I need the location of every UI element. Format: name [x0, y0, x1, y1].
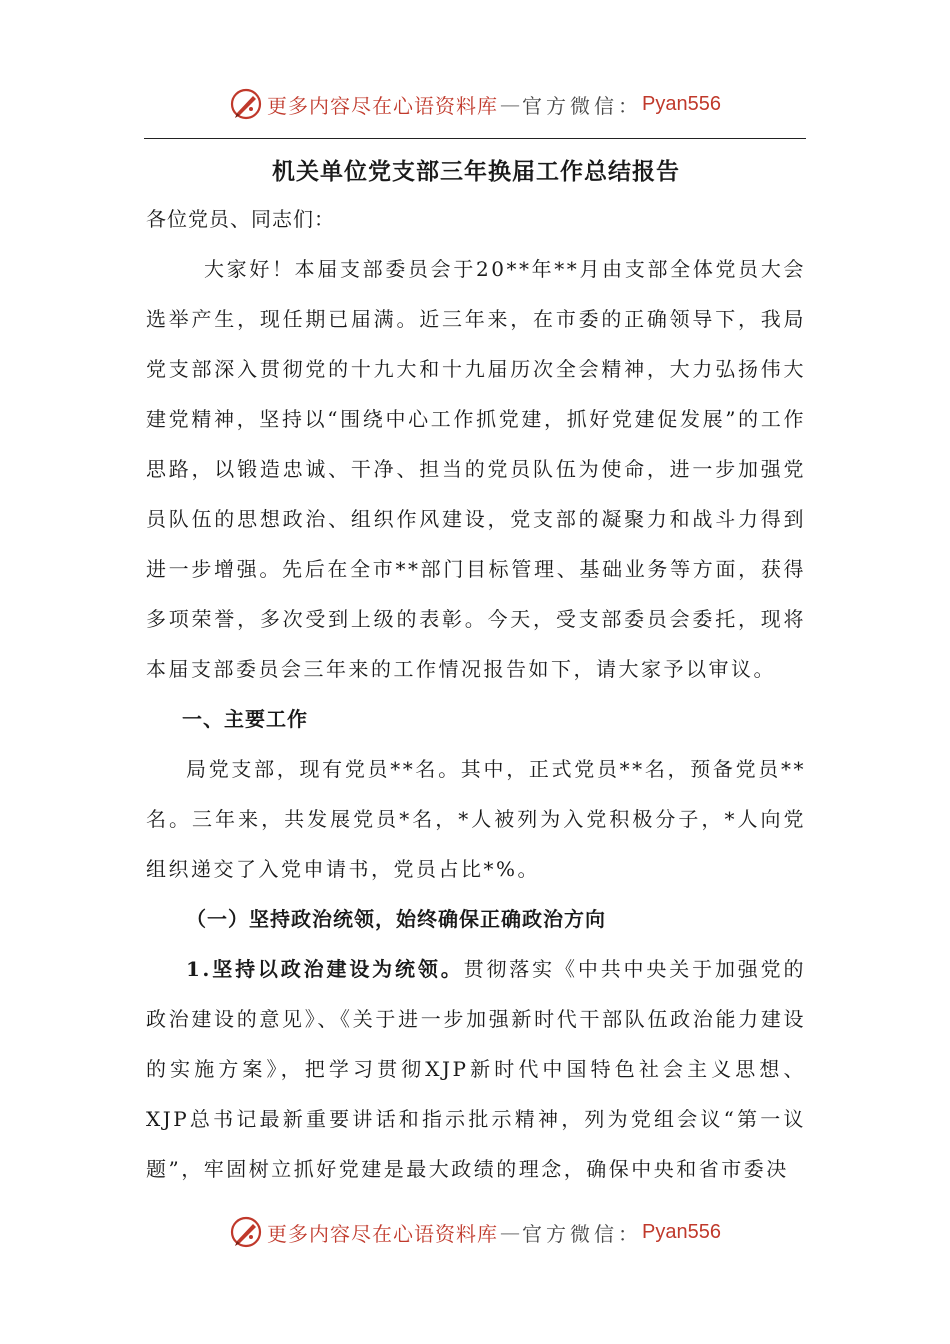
footer-watermark [0, 1212, 950, 1252]
watermark-site-text: 更多内容尽在心语资料库 [267, 93, 499, 118]
intro-paragraph: 大家好！本届支部委员会于20**年**月由支部全体党员大会选举产生，现任期已届满。近三年来，在市委的正确领导下，我局党支部深入贯彻党的十九大和十九届历次全会精神，大力弘扬伟大建党精神，坚持以“围绕中心工作抓党建，抓好党建促发展”的工作思路，以锻造忠诚、干净、担当的党员队伍为使命，进一步加强党员队伍的思想政治、组织作风建设，党支部的凝聚力和战斗力得到进一步增强。先后在全市**部门目标管理、基础业务等方面，获得多项荣誉，多次受到上级的表彰。今天，受支部委员会委托，现将本届支部委员会三年来的工作情况报告如下，请大家予以审议。 [146, 257, 806, 681]
watermark-wechat-id: Pyan556 [642, 1220, 721, 1243]
item-paragraph [146, 944, 806, 1194]
watermark-dash: — [500, 92, 521, 116]
item-text: 贯彻落实《中共中央关于加强党的政治建设的意见》、《关于进一步加强新时代干部队伍政治能力建设的实施方案》，把学习贯彻XJP新时代中国特色社会主义思想、XJP总书记最新重要讲话和指示批示精神，列为党组会议“第一议题”，牢固树立抓好党建是最大政绩的理念，确保中央和省市委决 [146, 957, 806, 1181]
watermark-wechat-label: 官方微信： [522, 93, 643, 118]
header-divider [144, 138, 806, 139]
section-heading: 一、主要工作 [182, 707, 308, 731]
watermark-wechat-id: Pyan556 [642, 92, 721, 115]
watermark-site-text: 更多内容尽在心语资料库 [267, 1221, 499, 1246]
document-body [146, 150, 806, 1194]
document-title: 机关单位党支部三年换届工作总结报告 [272, 158, 680, 185]
watermark-dash: — [500, 1220, 521, 1244]
pen-logo-icon [229, 1215, 263, 1249]
section-paragraph: 局党支部，现有党员**名。其中，正式党员**名，预备党员**名。三年来，共发展党员*名，*人被列为入党积极分子，*人向党组织递交了入党申请书，党员占比*%。 [146, 757, 806, 881]
watermark-wechat-label: 官方微信： [522, 1221, 643, 1246]
greeting: 各位党员、同志们： [146, 207, 335, 231]
subsection-heading: （一）坚持政治统领，始终确保正确政治方向 [186, 907, 606, 931]
item-lead: 1.坚持以政治建设为统领。 [186, 957, 464, 981]
header-watermark [0, 84, 950, 124]
pen-logo-icon [229, 87, 263, 121]
